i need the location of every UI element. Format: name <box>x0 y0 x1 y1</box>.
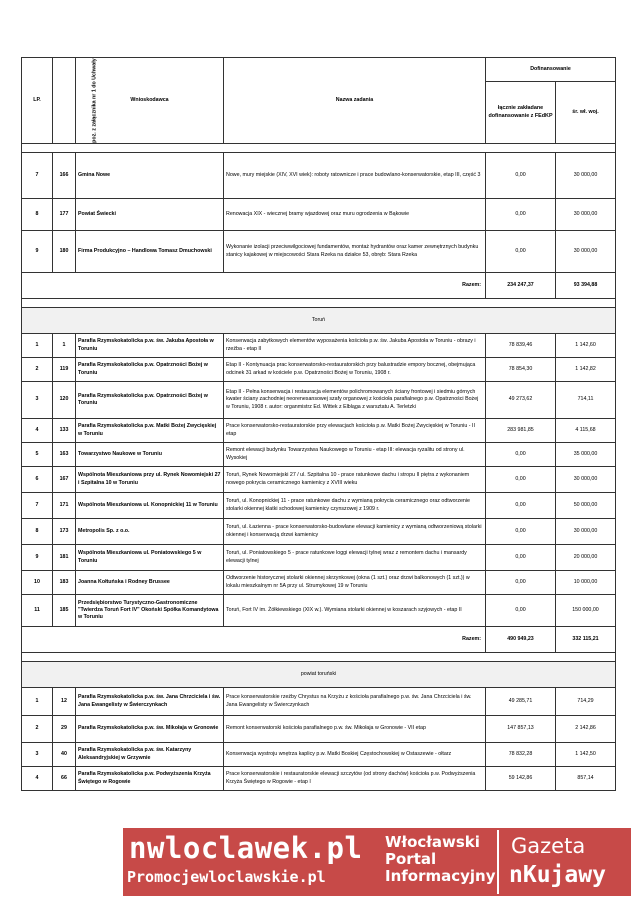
row-wnioskodawca: Metropolis Sp. z o.o. <box>76 519 224 545</box>
razem-label: Razem: <box>22 273 486 299</box>
row-nazwa-zadania: Nowe, mury miejskie (XIV, XVI wiek): roboty ratownicze i prace budowlano-konserwatorskie, etap III, część 3 <box>224 153 486 199</box>
row-nazwa-zadania: Toruń, Rynek Nowomiejski 27 / ul. Szpitalna 10 - prace ratunkowe dachu i stropu II piętra z wykonaniem nowego pokrycia ceramicznego kamienicy z XVIII wieku <box>224 467 486 493</box>
row-poz: 180 <box>53 231 76 273</box>
row-poz: 183 <box>53 571 76 595</box>
row-nazwa-zadania: Wykonanie izolacji przeciwwilgociowej fundamentów, montaż hydrantów oraz kamer zewnętrznych budynku stanicy kajakowej w miejscowości Stara Rzeka na działce 53, obręb: Stara Rzeka <box>224 231 486 273</box>
row-poz: 181 <box>53 545 76 571</box>
row-poz: 120 <box>53 382 76 419</box>
table-row <box>22 358 616 382</box>
row-wnioskodawca: Parafia Rzymskokatolicka p.w. Opatrzności Bożej w Toruniu <box>76 382 224 419</box>
table-row <box>22 419 616 443</box>
row-sr-wl-woj: 30 000,00 <box>556 231 616 273</box>
razem-sr-wl-woj: 93 394,88 <box>556 273 616 299</box>
row-wnioskodawca: Powiat Świecki <box>76 199 224 231</box>
row-nazwa-zadania: Prace konserwatorsko-restauratorskie przy elewacjach kościoła p.w. Matki Bożej Zwycięskiej w Toruniu - II etap <box>224 419 486 443</box>
row-wnioskodawca: Parafia Rzymskokatolicka p.w. św. Jakuba Apostoła w Toruniu <box>76 334 224 358</box>
razem-row <box>22 627 616 653</box>
header-lp: LP. <box>22 58 53 144</box>
advertising-banner <box>123 828 631 896</box>
row-poz: 29 <box>53 716 76 743</box>
row-sr-wl-woj: 150 000,00 <box>556 595 616 627</box>
row-sr-wl-woj: 30 000,00 <box>556 467 616 493</box>
row-lp: 9 <box>22 545 53 571</box>
row-nazwa-zadania: Renowacja XIX - wiecznej bramy wjazdowej oraz muru ogrodzenia w Bąkowie <box>224 199 486 231</box>
row-lp: 2 <box>22 716 53 743</box>
row-nazwa-zadania: Etap II - Kontynuacja prac konserwatorsko-restauratorskich przy balustradzie empory bocznej, obejmująca odcinek 31 arkad w kościele p.w. Opatrzności Bożej w Toruniu, 1908 r. <box>224 358 486 382</box>
row-nazwa-zadania: Remont elewacji budynku Towarzystwa Naukowego w Toruniu - etap III: elewacja ryzalitu od strony ul. Wysokiej <box>224 443 486 467</box>
section-title: powiat toruński <box>22 662 616 688</box>
row-fedkp: 49 273,62 <box>486 382 556 419</box>
header-wnioskodawca: Wnioskodawca <box>76 58 224 144</box>
row-fedkp: 0,00 <box>486 199 556 231</box>
row-nazwa-zadania: Remont konserwatorski kościoła parafialnego p.w. św. Mikołaja w Gronowie - VII etap <box>224 716 486 743</box>
row-fedkp: 147 857,13 <box>486 716 556 743</box>
row-fedkp: 78 832,28 <box>486 743 556 767</box>
header-poz: poz. z załącznika nr 1 do Uchwały <box>53 58 76 144</box>
row-fedkp: 78 854,30 <box>486 358 556 382</box>
banner-kujawy-logo[interactable]: nKujawy <box>509 862 606 888</box>
table-row <box>22 231 616 273</box>
table-row <box>22 595 616 627</box>
row-fedkp: 59 142,86 <box>486 767 556 791</box>
banner-domain[interactable]: nwloclawek.pl <box>129 831 363 865</box>
header-sr-wl-woj: śr. wł. woj. <box>556 82 616 144</box>
row-lp: 8 <box>22 519 53 545</box>
row-wnioskodawca: Parafia Rzymskokatolicka p.w. św. Mikołaja w Gronowie <box>76 716 224 743</box>
table-row <box>22 199 616 231</box>
row-poz: 66 <box>53 767 76 791</box>
row-sr-wl-woj: 30 000,00 <box>556 153 616 199</box>
row-nazwa-zadania: Odtworzenie historycznej stolarki okiennej skrzynkowej (okna (1 szt.) oraz drzwi balkonowych (1 szt.)) w lokalu mieszkalnym nr 5A przy ul. Strumykowej 19 w Toruniu <box>224 571 486 595</box>
row-wnioskodawca: Parafia Rzymskokatolicka p.w. Podwyższenia Krzyża Świętego w Rogowie <box>76 767 224 791</box>
row-nazwa-zadania: Prace konserwatorskie rzeźby Chrystus na Krzyżu z kościoła parafialnego p.w. św. Jana Chrzciciela i św. Jana Ewangelisty w Świerczynkach <box>224 688 486 716</box>
row-poz: 171 <box>53 493 76 519</box>
row-sr-wl-woj: 714,11 <box>556 382 616 419</box>
row-fedkp: 0,00 <box>486 571 556 595</box>
row-sr-wl-woj: 50 000,00 <box>556 493 616 519</box>
table-row <box>22 716 616 743</box>
row-fedkp: 0,00 <box>486 545 556 571</box>
row-sr-wl-woj: 30 000,00 <box>556 519 616 545</box>
row-sr-wl-woj: 857,14 <box>556 767 616 791</box>
table-row <box>22 545 616 571</box>
row-fedkp: 0,00 <box>486 443 556 467</box>
row-sr-wl-woj: 35 000,00 <box>556 443 616 467</box>
row-poz: 166 <box>53 153 76 199</box>
row-poz: 173 <box>53 519 76 545</box>
row-sr-wl-woj: 1 142,60 <box>556 334 616 358</box>
row-wnioskodawca: Joanna Kołtuńska i Rodney Brussee <box>76 571 224 595</box>
header-row-top <box>22 58 616 82</box>
header-nazwa-zadania: Nazwa zadania <box>224 58 486 144</box>
row-lp: 1 <box>22 688 53 716</box>
table-row <box>22 688 616 716</box>
row-nazwa-zadania: Konserwacja wystroju wnętrza kaplicy p.w. Matki Boskiej Częstochowskiej w Ostaszewie - ołtarz <box>224 743 486 767</box>
section-header-row <box>22 308 616 334</box>
row-lp: 3 <box>22 743 53 767</box>
row-fedkp: 0,00 <box>486 595 556 627</box>
table-row <box>22 571 616 595</box>
row-lp: 6 <box>22 467 53 493</box>
table-row <box>22 467 616 493</box>
row-poz: 1 <box>53 334 76 358</box>
row-sr-wl-woj: 20 000,00 <box>556 545 616 571</box>
row-poz: 185 <box>53 595 76 627</box>
portal-line-2: Portal <box>385 850 437 868</box>
row-nazwa-zadania: Prace konserwatorskie i restauratorskie elewacji szczytów (od strony dachów) kościoła p.w. Podwyższenia Krzyża Świętego w Rogowie - etap I <box>224 767 486 791</box>
spacer-row <box>22 299 616 308</box>
row-poz: 119 <box>53 358 76 382</box>
spacer-row <box>22 653 616 662</box>
row-lp: 4 <box>22 767 53 791</box>
razem-sr-wl-woj: 332 115,21 <box>556 627 616 653</box>
row-lp: 4 <box>22 419 53 443</box>
table-row <box>22 153 616 199</box>
row-wnioskodawca: Wspólnota Mieszkaniowa przy ul. Rynek Nowomiejski 27 i Szpitalna 10 w Toruniu <box>76 467 224 493</box>
row-lp: 7 <box>22 153 53 199</box>
row-sr-wl-woj: 10 000,00 <box>556 571 616 595</box>
row-sr-wl-woj: 2 142,86 <box>556 716 616 743</box>
row-fedkp: 0,00 <box>486 231 556 273</box>
header-dofinansowanie: Dofinansowanie <box>486 58 616 82</box>
row-fedkp: 0,00 <box>486 153 556 199</box>
table-row <box>22 743 616 767</box>
banner-gazeta: Gazeta <box>511 834 586 858</box>
row-wnioskodawca: Firma Produkcyjno – Handlowa Tomasz Dmuchowski <box>76 231 224 273</box>
row-lp: 9 <box>22 231 53 273</box>
row-poz: 167 <box>53 467 76 493</box>
row-lp: 8 <box>22 199 53 231</box>
row-fedkp: 0,00 <box>486 519 556 545</box>
spacer-cell <box>22 299 616 308</box>
section-header-row <box>22 662 616 688</box>
row-fedkp: 78 839,46 <box>486 334 556 358</box>
row-sr-wl-woj: 714,29 <box>556 688 616 716</box>
row-lp: 10 <box>22 571 53 595</box>
spacer-cell <box>22 653 616 662</box>
spacer-cell <box>22 144 616 153</box>
table-row <box>22 493 616 519</box>
razem-label: Razem: <box>22 627 486 653</box>
row-poz: 40 <box>53 743 76 767</box>
row-sr-wl-woj: 1 142,82 <box>556 358 616 382</box>
table-row <box>22 443 616 467</box>
banner-promo-domain[interactable]: Promocjewloclawskie.pl <box>127 868 326 886</box>
section-title: Toruń <box>22 308 616 334</box>
row-sr-wl-woj: 4 115,68 <box>556 419 616 443</box>
row-nazwa-zadania: Toruń, ul. Konopnickiej 11 - prace ratunkowe dachu z wymianą pokrycia ceramicznego oraz odtworzenie stolarki okiennej klatki schodowej kamienicy czynszowej z 1909 r. <box>224 493 486 519</box>
razem-fedkp: 490 949,23 <box>486 627 556 653</box>
grant-table <box>21 57 616 791</box>
portal-line-1: Włocławski <box>385 833 480 851</box>
row-sr-wl-woj: 1 142,50 <box>556 743 616 767</box>
banner-divider <box>497 830 499 894</box>
row-fedkp: 49 285,71 <box>486 688 556 716</box>
row-nazwa-zadania: Konserwacja zabytkowych elementów wyposażenia kościoła p.w. św. Jakuba Apostoła w Toruniu - obrazy i rzeźba - etap II <box>224 334 486 358</box>
row-fedkp: 0,00 <box>486 493 556 519</box>
row-lp: 3 <box>22 382 53 419</box>
row-wnioskodawca: Towarzystwo Naukowe w Toruniu <box>76 443 224 467</box>
row-lp: 5 <box>22 443 53 467</box>
row-wnioskodawca: Wspólnota Mieszkaniowa ul. Konopnickiej 11 w Toruniu <box>76 493 224 519</box>
row-wnioskodawca: Parafia Rzymskokatolicka p.w. Opatrzności Bożej w Toruniu <box>76 358 224 382</box>
table-row <box>22 382 616 419</box>
table-row <box>22 334 616 358</box>
row-poz: 12 <box>53 688 76 716</box>
portal-line-3: Informacyjny <box>385 867 496 885</box>
table-row <box>22 519 616 545</box>
row-fedkp: 0,00 <box>486 467 556 493</box>
row-lp: 7 <box>22 493 53 519</box>
razem-fedkp: 234 247,37 <box>486 273 556 299</box>
row-nazwa-zadania: Toruń, ul. Łazienna - prace konserwatorsko-budowlane elewacji kamienicy z wymianą odtworzeniową stolarki okiennej i konserwacją drzwi kamienicy <box>224 519 486 545</box>
spacer-row <box>22 144 616 153</box>
banner-portal-text <box>385 834 496 885</box>
row-poz: 177 <box>53 199 76 231</box>
row-wnioskodawca: Parafia Rzymskokatolicka p.w. św. Katarzyny Aleksandryjskiej w Grzywnie <box>76 743 224 767</box>
row-fedkp: 283 981,85 <box>486 419 556 443</box>
row-nazwa-zadania: Toruń, ul. Poniatowskiego 5 - prace ratunkowe loggi elewacji tylnej wraz z remontem dachu i mansardy elewacji tylnej <box>224 545 486 571</box>
row-wnioskodawca: Przedsiębiorstwo Turystyczno-Gastronomiczne "Twierdza Toruń Fort IV" Okoński Spółka Komandytowa w Toruniu <box>76 595 224 627</box>
row-sr-wl-woj: 30 000,00 <box>556 199 616 231</box>
razem-row <box>22 273 616 299</box>
row-lp: 2 <box>22 358 53 382</box>
table-row <box>22 767 616 791</box>
row-wnioskodawca: Parafia Rzymskokatolicka p.w. Matki Bożej Zwycięskiej w Toruniu <box>76 419 224 443</box>
row-poz: 133 <box>53 419 76 443</box>
row-wnioskodawca: Gmina Nowe <box>76 153 224 199</box>
row-poz: 163 <box>53 443 76 467</box>
header-laczne-fedkp: łącznie zakładane dofinansowanie z FEdKP <box>486 82 556 144</box>
row-wnioskodawca: Wspólnota Mieszkaniowa ul. Poniatowskiego 5 w Toruniu <box>76 545 224 571</box>
row-nazwa-zadania: Etap II - Pełna konserwacja i restauracja elementów polichromowanych ściany frontowej i siedmiu górnych kwater ściany zachodniej neorenesansowej szafy organowej z kościoła parafialnego p.w. Opatrzności Bożej w Toruniu, 1908 r. autor: organmistrz Ed. Wittek z Elbląga z warsztatu A. Terletzki <box>224 382 486 419</box>
row-nazwa-zadania: Toruń, Fort IV im. Żółkiewskiego (XIX w.). Wymiana stolarki okiennej w koszarach szyjowych - etap II <box>224 595 486 627</box>
row-lp: 1 <box>22 334 53 358</box>
row-lp: 11 <box>22 595 53 627</box>
row-wnioskodawca: Parafia Rzymskokatolicka p.w. św. Jana Chrzciciela i św. Jana Ewangelisty w Świerczynkach <box>76 688 224 716</box>
